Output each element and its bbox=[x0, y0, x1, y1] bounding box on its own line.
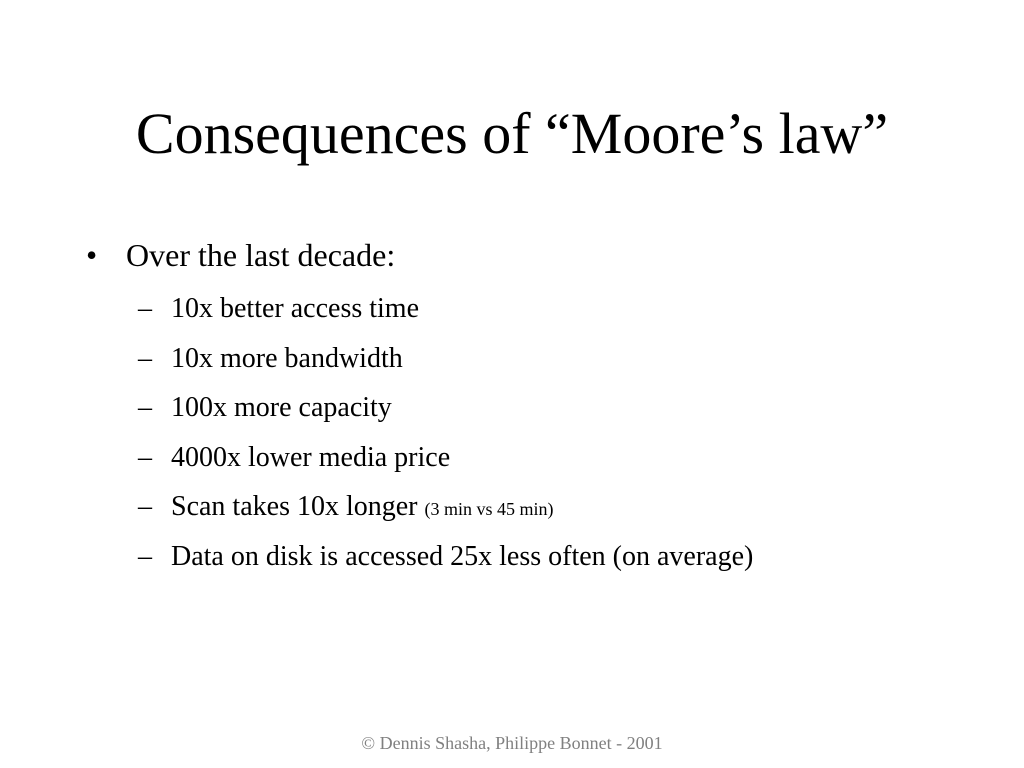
slide-content bbox=[86, 226, 986, 581]
sub-list bbox=[138, 284, 986, 581]
bullet-text: Over the last decade: bbox=[126, 237, 396, 273]
dash-marker: – bbox=[138, 491, 152, 522]
sub-item-main-text: Scan takes 10x longer bbox=[171, 491, 425, 522]
sub-item-note: (3 min vs 45 min) bbox=[424, 499, 554, 519]
sub-item-text bbox=[171, 482, 554, 535]
copyright-footer: © Dennis Shasha, Philippe Bonnet - 2001 bbox=[361, 733, 663, 753]
sub-item-capacity bbox=[138, 383, 986, 433]
sub-item-text: 4000x lower media price bbox=[171, 441, 451, 473]
sub-item-text: 10x more bandwidth bbox=[171, 342, 403, 374]
sub-item-bandwidth bbox=[138, 334, 986, 384]
dash-marker: – bbox=[138, 342, 152, 374]
sub-item-text: 100x more capacity bbox=[171, 392, 392, 423]
sub-item-text: Data on disk is accessed 25x less often (on average) bbox=[171, 540, 754, 572]
dash-marker: – bbox=[138, 540, 152, 572]
sub-item-scan-time bbox=[138, 482, 986, 532]
sub-item-text: 10x better access time bbox=[171, 293, 420, 324]
dash-marker: – bbox=[138, 441, 152, 473]
slide-title: Consequences of “Moore’s law” bbox=[135, 101, 889, 166]
dash-marker: – bbox=[138, 392, 152, 423]
dash-marker: – bbox=[138, 293, 152, 324]
sub-item-media-price bbox=[138, 433, 986, 483]
bullet-marker: • bbox=[86, 237, 98, 273]
sub-item-access-frequency bbox=[138, 532, 986, 582]
sub-item-access-time bbox=[138, 284, 986, 334]
bullet-item bbox=[86, 226, 986, 284]
